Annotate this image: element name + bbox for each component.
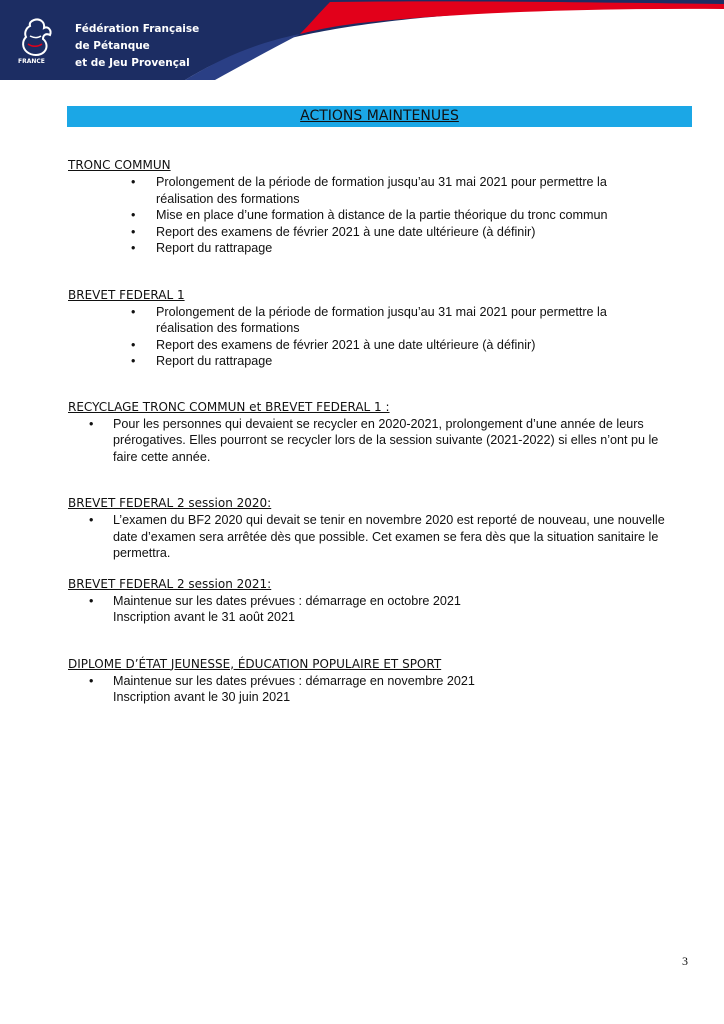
list-item-text: • Maintenue sur les dates prévues : démarrage en novembre 2021	[113, 673, 475, 688]
section-banner	[67, 106, 692, 127]
list-item	[68, 512, 668, 562]
list-item-text: • L’examen du BF2 2020 qui devait se tenir en novembre 2020 est reporté de nouveau, une nouvelle date d’examen sera arrêtée dès que possible. Cet examen se fera dès que la situation sanitaire le permettra.	[113, 513, 665, 560]
list-item	[68, 174, 668, 207]
list-item	[68, 416, 668, 466]
section-recyclage	[68, 399, 668, 466]
section-title: BREVET FEDERAL 1	[68, 287, 185, 302]
page-header	[0, 0, 724, 80]
bullet-list	[68, 512, 668, 562]
org-name-line: Fédération Française	[75, 23, 200, 35]
list-item-text: • Prolongement de la période de formation jusqu’au 31 mai 2021 pour permettre la réalisation des formations	[156, 304, 607, 335]
bullet-list	[68, 304, 668, 370]
list-item-text: • Prolongement de la période de formation jusqu’au 31 mai 2021 pour permettre la réalisation des formations	[156, 175, 607, 206]
list-item-text: • Report des examens de février 2021 à une date ultérieure (à définir)	[156, 224, 536, 239]
section-title: BREVET FEDERAL 2 session 2020:	[68, 496, 272, 510]
list-item	[68, 353, 668, 370]
org-name-line: de Pétanque	[75, 40, 150, 52]
section-tronc-commun	[68, 157, 668, 257]
logo-text: FRANCE	[18, 58, 45, 65]
section-title: BREVET FEDERAL 2 session 2021:	[68, 576, 272, 591]
list-item	[68, 304, 668, 337]
list-item-text: • Pour les personnes qui devaient se recycler en 2020-2021, prolongement d’une année de leurs prérogatives. Elles pourront se recycler lors de la session suivante (2021-2022) si elles n’ont pu le faire cette année.	[113, 416, 659, 464]
org-name-line: et de Jeu Provençal	[75, 57, 190, 69]
list-item	[68, 224, 668, 241]
list-item-text: • Maintenue sur les dates prévues : démarrage en octobre 2021	[113, 593, 461, 608]
section-title: TRONC COMMUN	[68, 158, 171, 172]
section-brevet-federal-1	[68, 287, 668, 370]
list-item	[68, 240, 668, 257]
list-item-text: • Report des examens de février 2021 à une date ultérieure (à définir)	[156, 337, 536, 352]
section-title: DIPLOME D’ÉTAT JEUNESSE, ÉDUCATION POPULAIRE ET SPORT	[68, 656, 442, 671]
section-brevet-federal-2-2021	[68, 576, 668, 626]
section-diplome-etat	[68, 656, 668, 706]
section-brevet-federal-2-2020	[68, 495, 668, 562]
list-item	[68, 207, 668, 224]
list-item-text: • Report du rattrapage	[156, 354, 273, 368]
bullet-list	[68, 416, 668, 466]
bullet-list	[68, 174, 668, 257]
list-item-text: • Mise en place d’une formation à distance de la partie théorique du tronc commun	[156, 208, 608, 222]
document-body	[68, 157, 668, 706]
list-item-text: Inscription avant le 31 août 2021	[113, 610, 296, 624]
banner-title: ACTIONS MAINTENUES	[300, 108, 459, 124]
list-item-text: Inscription avant le 30 juin 2021	[113, 690, 291, 704]
organization-name	[75, 21, 199, 72]
bullet-list	[68, 593, 668, 626]
bullet-list	[68, 673, 668, 706]
rooster-logo-icon	[14, 16, 56, 66]
section-title: RECYCLAGE TRONC COMMUN et BREVET FEDERAL 1 :	[68, 399, 390, 414]
list-item	[68, 593, 668, 626]
list-item	[68, 673, 668, 706]
list-item-text: • Report du rattrapage	[156, 241, 273, 255]
page-number: 3	[682, 954, 688, 968]
list-item	[68, 337, 668, 354]
